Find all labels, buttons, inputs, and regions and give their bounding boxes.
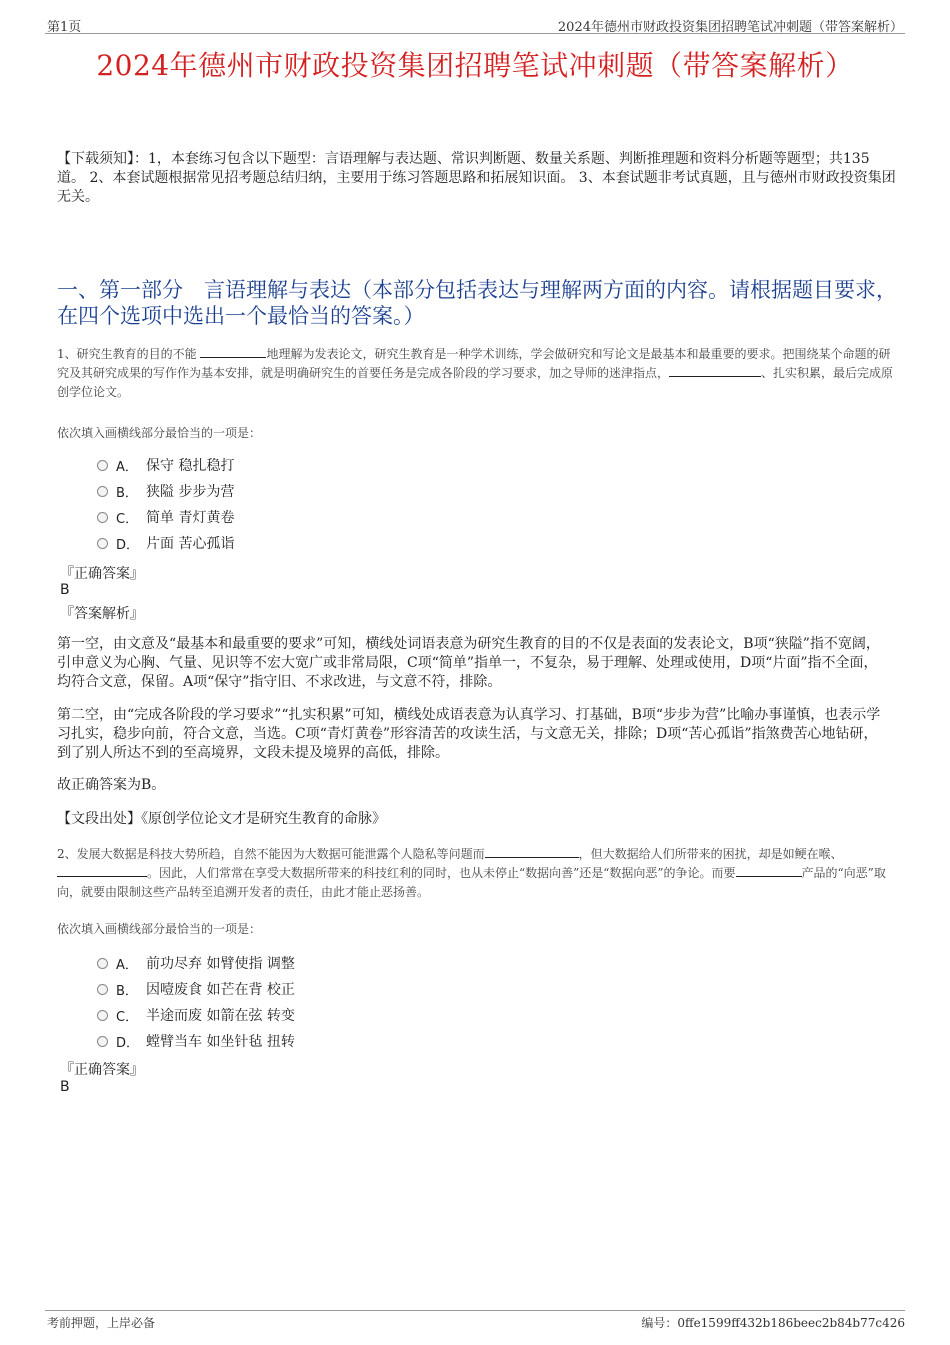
header-page-number: 第1页 xyxy=(47,20,82,35)
q1-option-a[interactable]: A． 保守 稳扎稳打 xyxy=(97,452,234,478)
download-notice: 【下载须知】：1，本套练习包含以下题型：言语理解与表达题、常识判断题、数量关系题、判断推理题和资料分析题等题型；共135道。 2、本套试题根据常见招考题总结归纳，主要用于练习答题思路和拓展知识面。 3、本套试题非考试真题，且与德州市财政投资集团无关。 xyxy=(57,151,896,205)
q2-blank-2 xyxy=(57,864,147,877)
q2-option-a[interactable]: A． 前功尽弃 如臂使指 调整 xyxy=(97,950,295,976)
q1-option-c[interactable]: C． 简单 青灯黄卷 xyxy=(97,504,234,530)
q1-text-part2: 地理解为发表论文，研究生教育是一种学术训练，学会做研究和写论文是最基本和最重要的要求。把围绕某个命题的研究及其研究成果的写作作为基本安排，就是明确研究生的首要任务是完成各阶段的学习要求，加之导师的迷津指点， xyxy=(57,347,891,380)
question-2-stem xyxy=(57,845,897,902)
q1-analysis-p2: 第二空，由“完成各阶段的学习要求”“扎实积累”可知，横线处成语表意为认真学习、打基础，B项“步步为营”比喻办事谨慎，也表示学习扎实，稳步向前，符合文意，当选。C项“青灯黄卷”形容清苦的攻读生活，与文意无关，排除；D项“苦心孤诣”指煞费苦心地钻研，到了别人所达不到的至高境界，文段未提及境界的高低，排除。 xyxy=(57,707,881,761)
q1-text-part3: 、扎实积累，最后完成原创学位论文。 xyxy=(57,366,894,399)
radio-icon[interactable] xyxy=(97,486,108,497)
q2-blank-3 xyxy=(736,864,802,877)
q1-answer: B xyxy=(60,582,70,598)
question-1-stem xyxy=(57,345,897,402)
question-1-prompt: 依次填入画横线部分最恰当的一项是： xyxy=(57,426,262,440)
radio-icon[interactable] xyxy=(97,538,108,549)
footer-divider xyxy=(45,1310,905,1311)
radio-icon[interactable] xyxy=(97,958,108,969)
q1-conclusion: 故正确答案为B。 xyxy=(57,777,166,793)
radio-icon[interactable] xyxy=(97,512,108,523)
q2-answer-label: 『正确答案』 xyxy=(60,1062,144,1078)
question-2-options xyxy=(97,950,295,1054)
q2-text-part4: 产品的“向恶”取向，就要由限制这些产品转至追溯开发者的责任，由此才能止恶扬善。 xyxy=(57,866,886,899)
q1-blank-1 xyxy=(200,345,266,358)
q2-option-b[interactable]: B． 因噎废食 如芒在背 校正 xyxy=(97,976,295,1002)
radio-icon[interactable] xyxy=(97,460,108,471)
radio-icon[interactable] xyxy=(97,1010,108,1021)
q1-text-part1: 1、研究生教育的目的不能 xyxy=(57,347,197,361)
section-heading: 一、第一部分 言语理解与表达（本部分包括表达与理解两方面的内容。请根据题目要求，在四个选项中选出一个最恰当的答案。） xyxy=(57,278,897,328)
q2-text-part1: 2、发展大数据是科技大势所趋，自然不能因为大数据可能泄露个人隐私等问题而 xyxy=(57,847,485,861)
footer-slogan: 考前押题，上岸必备 xyxy=(47,1316,156,1330)
question-2-prompt: 依次填入画横线部分最恰当的一项是： xyxy=(57,922,262,936)
header-divider xyxy=(45,33,905,34)
q1-blank-2 xyxy=(669,364,761,377)
q1-analysis-label: 『答案解析』 xyxy=(60,606,144,622)
q2-option-d[interactable]: D． 螳臂当车 如坐针毡 扭转 xyxy=(97,1028,295,1054)
q2-text-part3: 。因此，人们常常在享受大数据所带来的科技红利的同时，也从未停止“数据向善”还是“数据向恶”的争论。而要 xyxy=(147,866,736,880)
q2-blank-1 xyxy=(485,845,579,858)
q1-option-d[interactable]: D． 片面 苦心孤诣 xyxy=(97,530,234,556)
q1-analysis-p1: 第一空，由文意及“最基本和最重要的要求”可知，横线处词语表意为研究生教育的目的不仅是表面的发表论文，B项“狭隘”指不宽阔，引申意义为心胸、气量、见识等不宏大宽广或非常局限，C项“简单”指单一，不复杂，易于理解、处理或使用，D项“片面”指不全面，均符合文意，保留。A项“保守”指守旧、不求改进，与文意不符，排除。 xyxy=(57,636,880,690)
q2-text-part2: ，但大数据给人们所带来的困扰，却是如鲠在喉、 xyxy=(578,847,843,861)
q2-option-c[interactable]: C． 半途而废 如箭在弦 转变 xyxy=(97,1002,295,1028)
footer-serial: 编号：0ffe1599ff432b186beec2b84b77c426 xyxy=(641,1316,905,1330)
q1-option-b[interactable]: B． 狭隘 步步为营 xyxy=(97,478,234,504)
page-title: 2024年德州市财政投资集团招聘笔试冲刺题（带答案解析） xyxy=(96,49,854,82)
radio-icon[interactable] xyxy=(97,1036,108,1047)
q2-answer: B xyxy=(60,1079,70,1095)
q1-answer-label: 『正确答案』 xyxy=(60,566,144,582)
radio-icon[interactable] xyxy=(97,984,108,995)
question-1-options xyxy=(97,452,234,556)
header-doc-title: 2024年德州市财政投资集团招聘笔试冲刺题（带答案解析） xyxy=(557,20,903,35)
q1-source: 【文段出处】《原创学位论文才是研究生教育的命脉》 xyxy=(57,811,386,827)
